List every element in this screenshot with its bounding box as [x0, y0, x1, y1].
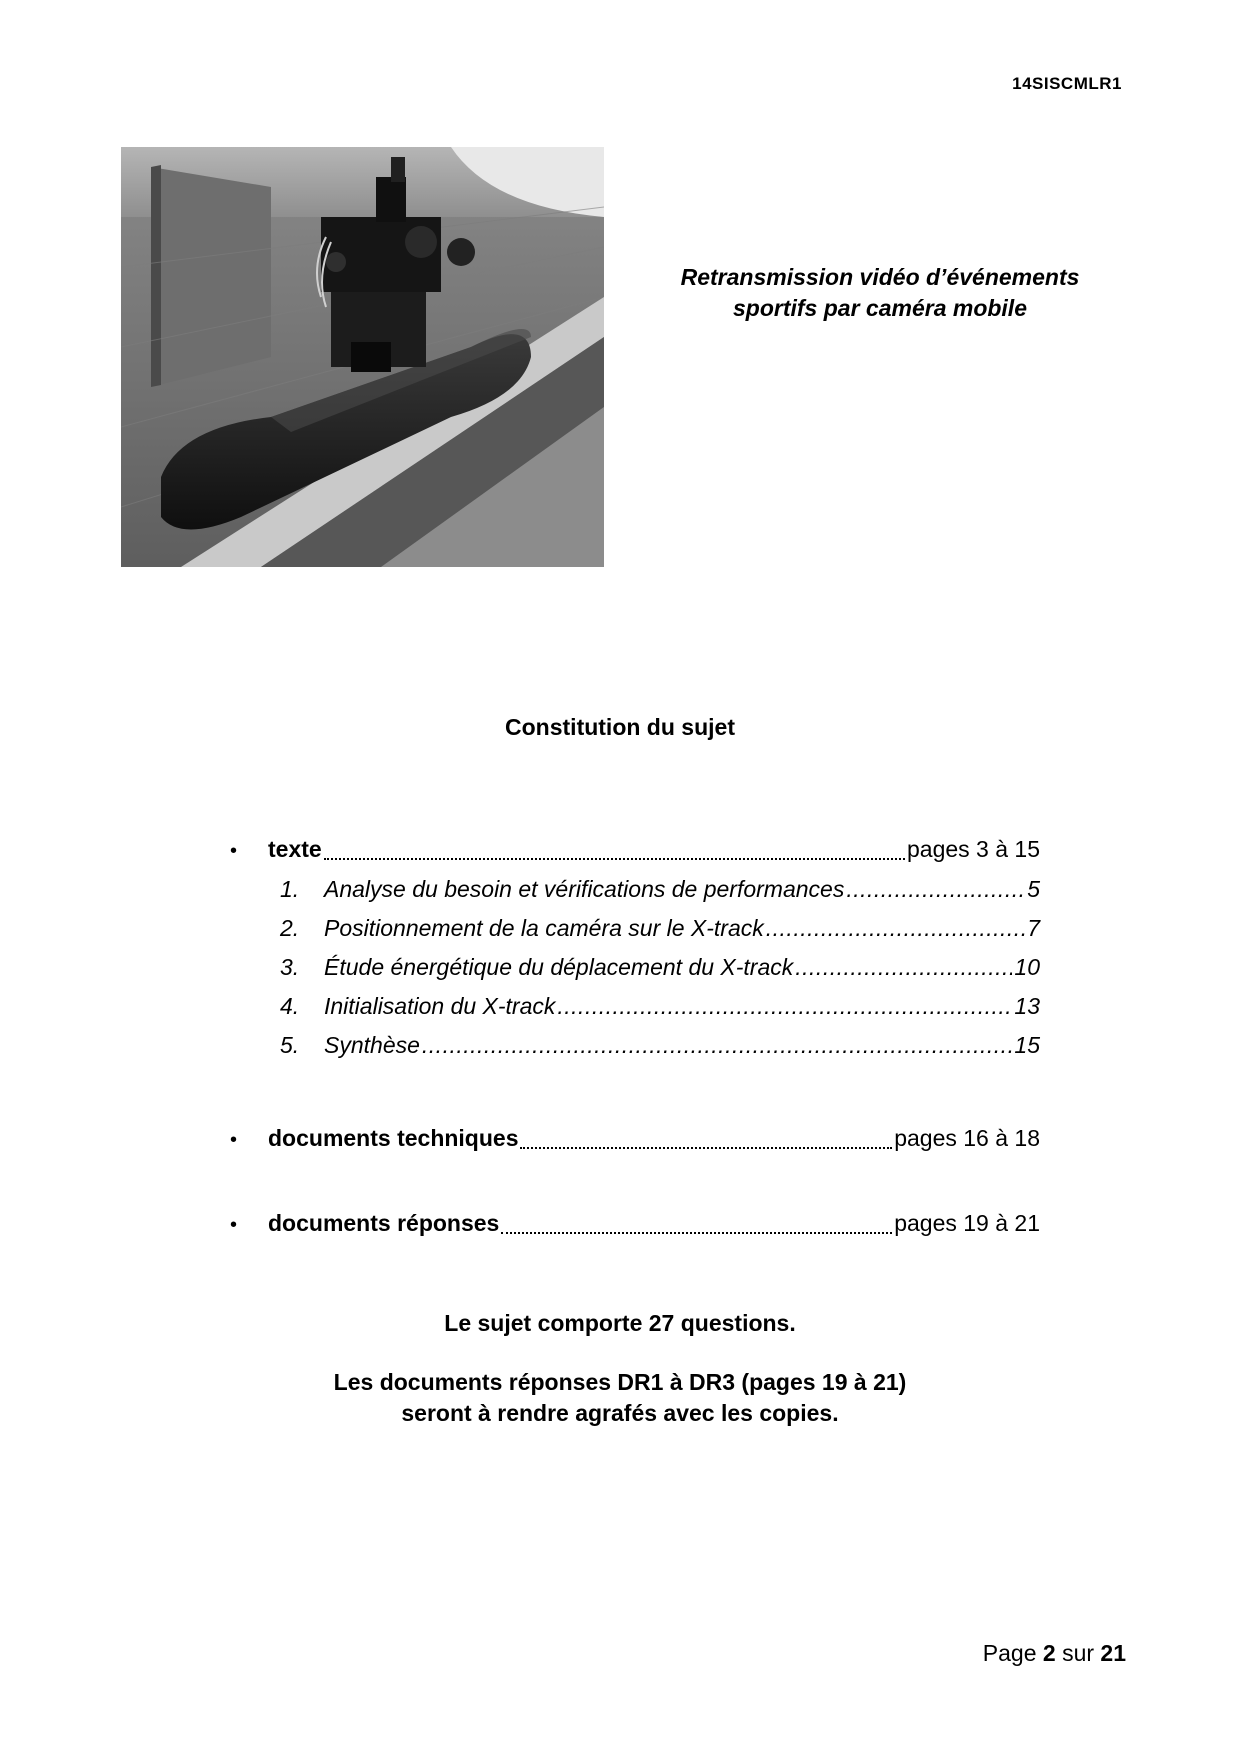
toc-subitem-number: 4.	[280, 993, 300, 1019]
toc-subitem-page: 5	[1027, 876, 1040, 902]
toc-subitem-label: Analyse du besoin et vérifications de performances	[324, 876, 845, 902]
toc-pages: pages 3 à 15	[906, 836, 1040, 862]
dot-leader	[324, 836, 905, 860]
answer-note-line-1: Les documents réponses DR1 à DR3 (pages 19 à 21)	[333, 1369, 907, 1395]
dot-leader	[846, 876, 1025, 903]
toc-pages: pages 19 à 21	[894, 1210, 1040, 1236]
toc-subitem-page: 10	[1014, 954, 1040, 980]
toc-item-documents-reponses	[230, 1210, 1040, 1237]
toc-item-texte	[230, 836, 1040, 863]
answer-note-line-2: seront à rendre agrafés avec les copies.	[401, 1400, 839, 1426]
current-page: 2	[1042, 1640, 1056, 1666]
bullet: •	[230, 1214, 238, 1236]
page-number	[900, 1640, 1126, 1667]
toc-subitem	[280, 954, 1040, 981]
questions-count: Le sujet comporte 27 questions.	[444, 1310, 796, 1336]
section-heading: Constitution du sujet	[505, 714, 735, 740]
answer-documents-note	[0, 1367, 1240, 1429]
title-line-1: Retransmission vidéo d’événements	[680, 264, 1080, 290]
dot-leader	[501, 1210, 892, 1234]
toc-subitem-number: 2.	[280, 915, 300, 941]
toc-label: documents réponses	[268, 1210, 500, 1236]
page-word: Page	[982, 1640, 1037, 1666]
toc-subitem	[280, 876, 1040, 903]
sur-word: sur	[1062, 1640, 1095, 1666]
toc-subitem	[280, 915, 1040, 942]
bullet: •	[230, 840, 238, 862]
camera-on-rail-photo	[121, 147, 604, 567]
toc-item-documents-techniques	[230, 1125, 1040, 1152]
dot-leader	[557, 993, 1012, 1020]
toc-subitem-label: Synthèse	[324, 1032, 420, 1058]
dot-leader	[766, 915, 1025, 942]
dot-leader	[795, 954, 1012, 981]
toc-subitem	[280, 993, 1040, 1020]
toc-subitem	[280, 1032, 1040, 1059]
toc-subitem-page: 15	[1014, 1032, 1040, 1058]
toc-subitem-number: 3.	[280, 954, 300, 980]
toc-label: texte	[268, 836, 322, 862]
document-title	[620, 262, 1140, 324]
toc-subitem-page: 13	[1014, 993, 1040, 1019]
total-pages: 21	[1100, 1640, 1126, 1666]
title-line-2: sportifs par caméra mobile	[733, 295, 1027, 321]
toc-subitem-number: 5.	[280, 1032, 300, 1058]
dot-leader	[520, 1125, 892, 1149]
dot-leader	[422, 1032, 1013, 1059]
toc-subitem-label: Initialisation du X-track	[324, 993, 556, 1019]
toc-subitem-label: Étude énergétique du déplacement du X-track	[324, 954, 794, 980]
toc-subitem-page: 7	[1027, 915, 1040, 941]
toc-label: documents techniques	[268, 1125, 519, 1151]
bullet: •	[230, 1129, 238, 1151]
toc-subitem-label: Positionnement de la caméra sur le X-track	[324, 915, 764, 941]
toc-subitem-number: 1.	[280, 876, 300, 902]
toc-pages: pages 16 à 18	[894, 1125, 1040, 1151]
document-code: 14SISCMLR1	[1012, 74, 1122, 93]
